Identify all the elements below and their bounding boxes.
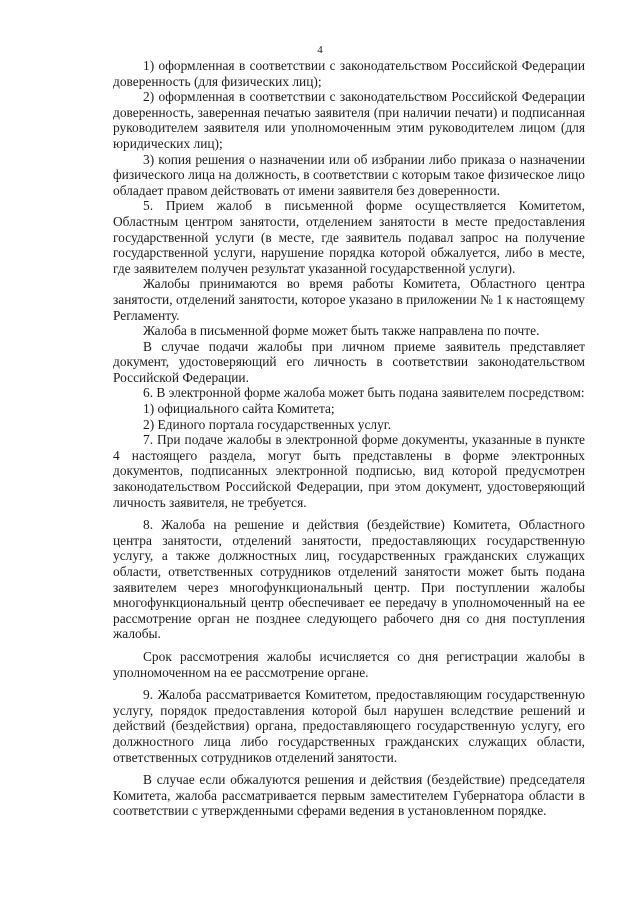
paragraph-by-mail: Жалоба в письменной форме может быть также направлена по почте. [143,323,540,339]
paragraph-item-6-2: 2) Единого портала государственных услуг. [143,416,392,432]
paragraph-section-6: 6. В электронной форме жалоба может быть подана заявителем посредством: [143,385,585,401]
paragraph-item-1-1: 1) оформленная в соответствии с законодательством Российской Федерации доверенность (для физических лиц); [113,58,585,89]
paragraph-section-9: 9. Жалоба рассматривается Комитетом, предоставляющим государственную услугу, порядок предоставления которой был нарушен вследствие решений и действий (бездействия) органа, предоставляющего государственную услугу, его должностного лица либо государственных гражданских служащих области, ответственных сотрудников отделений занятости. [113,687,585,765]
paragraph-item-1-3: 3) копия решения о назначении или об избрании либо приказа о назначении физического лица на должность, в соответствии с которым такое физическое лицо обладает правом действовать от имени заявителя без доверенности. [113,151,585,198]
paragraph-chairman-complaint: В случае если обжалуются решения и действия (бездействие) председателя Комитета, жалоба рассматривается первым заместителем Губернатора области в соответствии с утвержденными сферами ведения в установленном порядке. [113,772,585,819]
paragraph-item-6-1: 1) официального сайта Комитета; [143,401,335,417]
page-number: 4 [317,44,323,56]
paragraph-section-8: 8. Жалоба на решение и действия (бездействие) Комитета, Областного центра занятости, отделений занятости, предоставляющих государственную услугу, а также должностных лиц, государственных гражданских служащих области, ответственных сотрудников отделений занятости может быть подана заявителем через многофункциональный центр. При поступлении жалобы многофункциональный центр обеспечивает ее передачу в уполномоченный на ее рассмотрение орган не позднее следующего рабочего дня со дня поступления жалобы. [113,517,585,642]
paragraph-in-person: В случае подачи жалобы при личном приеме заявитель представляет документ, удостоверяющий его личность в соответствии законодательством Российской Федерации. [113,338,585,385]
paragraph-work-hours: Жалобы принимаются во время работы Комитета, Областного центра занятости, отделений занятости, которое указано в приложении № 1 к настоящему Регламенту. [113,276,585,323]
document-body [113,58,585,819]
paragraph-item-1-2: 2) оформленная в соответствии с законодательством Российской Федерации доверенность, заверенная печатью заявителя (при наличии печати) и подписанная руководителем заявителя или уполномоченным этим руководителем лицом (для юридических лиц); [113,89,585,151]
paragraph-section-7: 7. При подаче жалобы в электронной форме документы, указанные в пункте 4 настоящего раздела, могут быть представлены в форме электронных документов, подписанных электронной подписью, вид которой предусмотрен законодательством Российской Федерации, при этом документ, удостоверяющий личность заявителя, не требуется. [113,432,585,510]
paragraph-section-5: 5. Прием жалоб в письменной форме осуществляется Комитетом, Областным центром занятости, отделением занятости в месте предоставления государственной услуги (в месте, где заявитель подавал запрос на получение государственной услуги, нарушение порядка которой обжалуется, либо в месте, где заявителем получен результат указанной государственной услуги). [113,198,585,276]
paragraph-review-term: Срок рассмотрения жалобы исчисляется со дня регистрации жалобы в уполномоченном на ее рассмотрение органе. [113,648,585,680]
